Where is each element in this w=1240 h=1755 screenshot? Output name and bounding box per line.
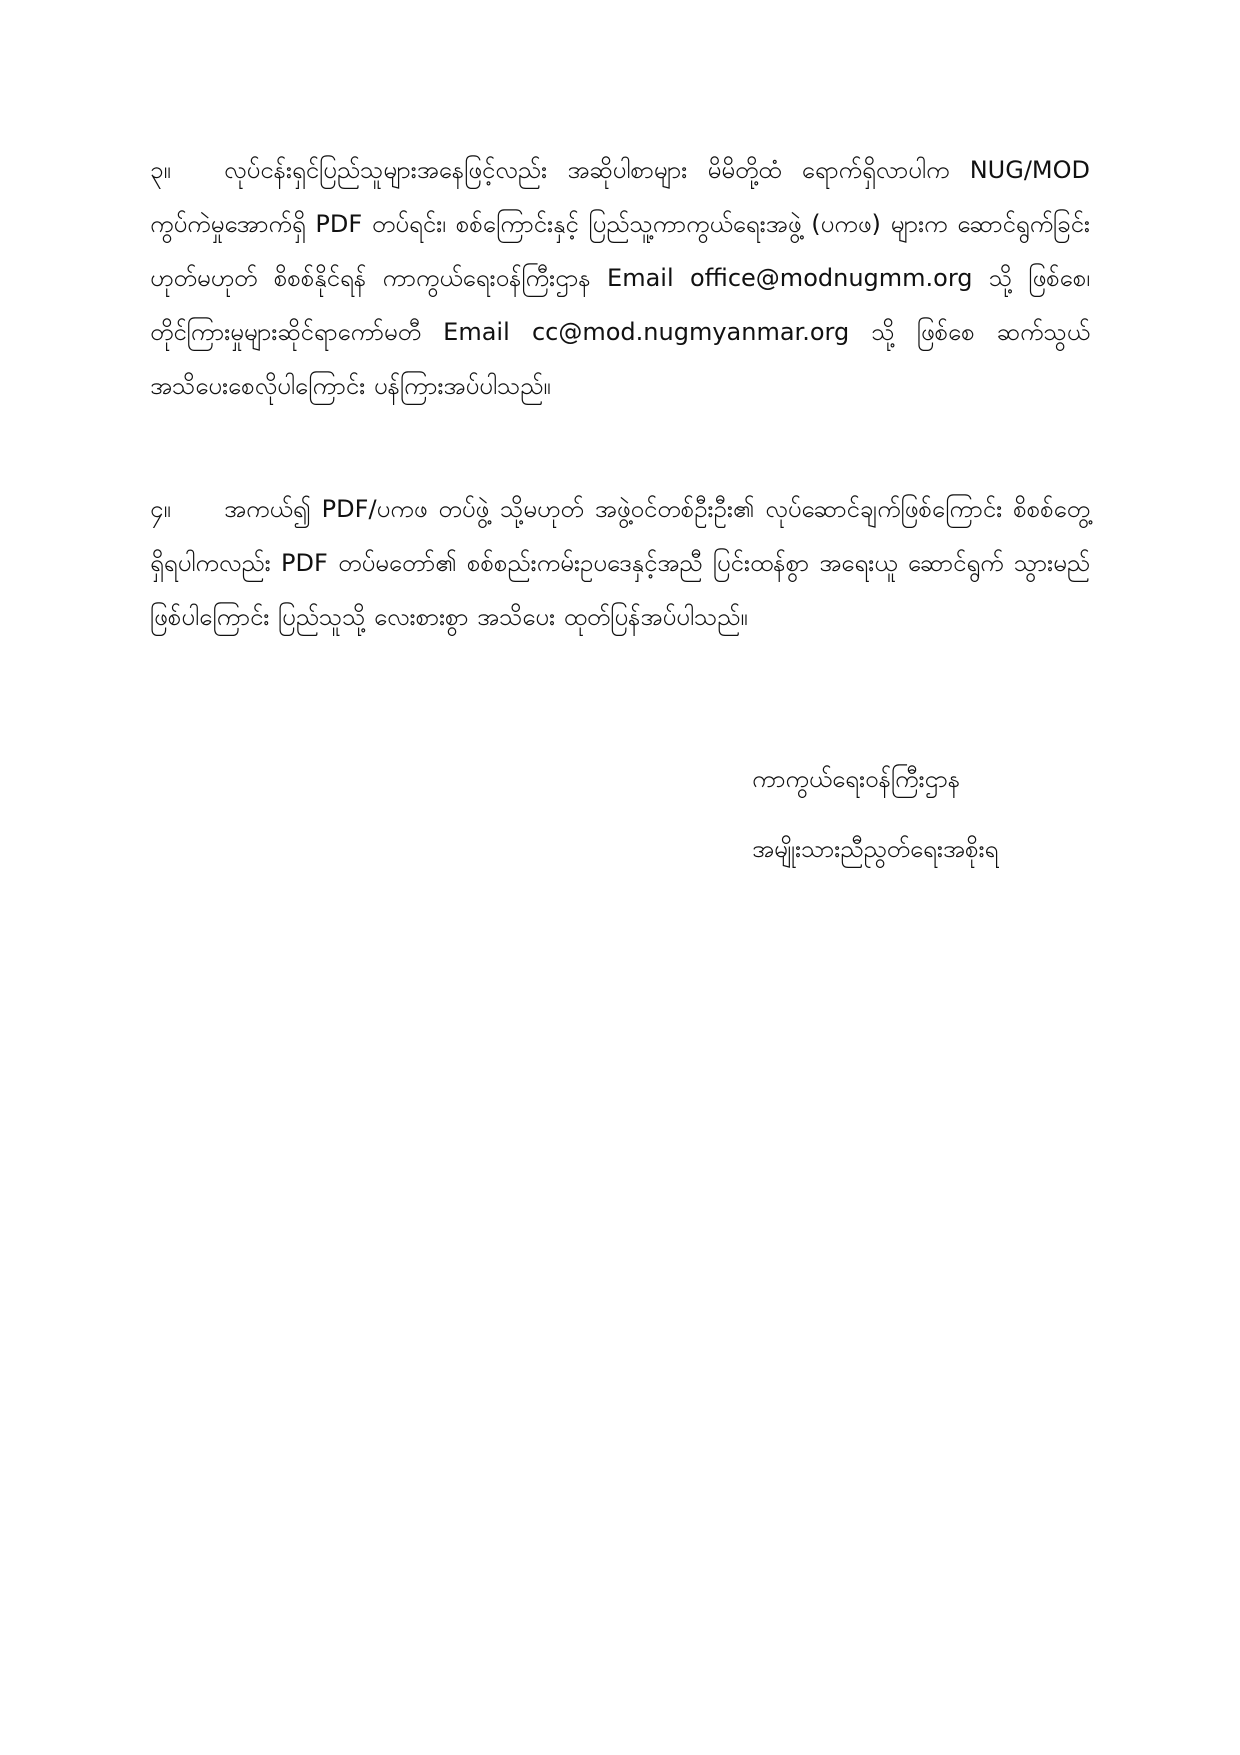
paragraph-3 (150, 143, 1090, 413)
signature-block (752, 744, 998, 884)
paragraph-number: ၃။ (150, 156, 171, 184)
paragraph-text: လုပ်ငန်းရှင်ပြည်သူများအနေဖြင့်လည်း အဆိုပါစာများ မိမိတို့ထံ ရောက်ရှိလာပါက NUG/MOD ကွပ်ကဲမှုအောက်ရှိ PDF တပ်ရင်း၊ စစ်ကြောင်းနှင့် ပြည်သူ့ကာကွယ်ရေးအဖွဲ့ (ပကဖ) များက ဆောင်ရွက်ခြင်း ဟုတ်မဟုတ် စိစစ်နိုင်ရန် ကာကွယ်ရေးဝန်ကြီးဌာန Email office@modnugmm.org သို့ ဖြစ်စေ၊ တိုင်ကြားမှုများဆိုင်ရာကော်မတီ Email cc@mod.nugmyanmar.org သို့ ဖြစ်စေ ဆက်သွယ် အသိပေးစေလိုပါကြောင်း ပန်ကြားအပ်ပါသည်။ (150, 156, 1090, 400)
paragraph-text: အကယ်၍ PDF/ပကဖ တပ်ဖွဲ့ သို့မဟုတ် အဖွဲ့ဝင်တစ်ဦးဦး၏ လုပ်ဆောင်ချက်ဖြစ်ကြောင်း စိစစ်တွေ့ရှိရပါကလည်း PDF တပ်မတော်၏ စစ်စည်းကမ်းဥပဒေနှင့်အညီ ပြင်းထန်စွာ အရေးယူ ဆောင်ရွက် သွားမည် ဖြစ်ပါကြောင်း ပြည်သူသို့ လေးစားစွာ အသိပေး ထုတ်ပြန်အပ်ပါသည်။ (150, 495, 1090, 631)
signature-ministry: ကာကွယ်ရေးဝန်ကြီးဌာန (752, 765, 961, 793)
signature-government: အမျိုးသားညီညွတ်ရေးအစိုးရ (752, 835, 999, 863)
paragraph-number: ၄။ (150, 495, 171, 523)
paragraph-4 (150, 482, 1090, 644)
